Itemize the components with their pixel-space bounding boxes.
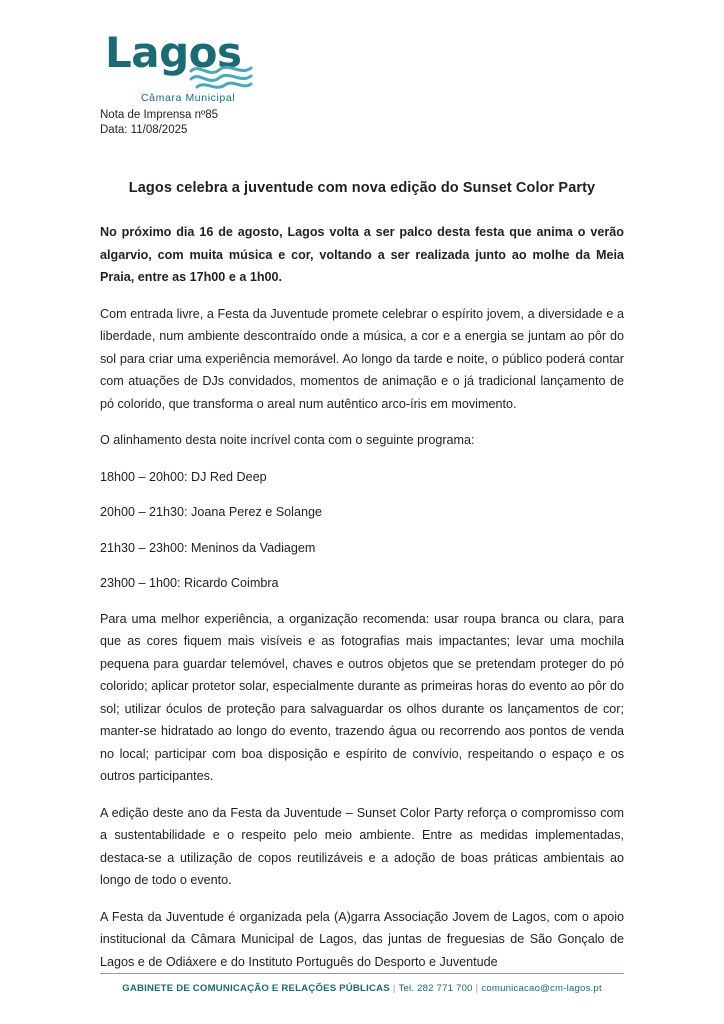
program-item-1: 18h00 – 20h00: DJ Red Deep: [100, 469, 267, 484]
logo-wordmark: Lagos: [105, 28, 242, 77]
program-intro: O alinhamento desta noite incrível conta com o seguinte programa:: [100, 433, 475, 447]
lagos-logo: [105, 28, 255, 104]
body-paragraph-1: Com entrada livre, a Festa da Juventude promete celebrar o espírito jovem, a diversidade e a liberdade, num ambiente descontraído onde a música, a cor e a energia se juntam ao pôr do sol para criar uma experiência memorável. Ao longo da tarde e noite, o público poderá contar com atuações de DJs convidados, momentos de animação e o já tradicional lançamento de pó colorido, que transforma o areal num autêntico arco-íris em movimento.: [100, 306, 624, 411]
program-item-2: 20h00 – 21h30: Joana Perez e Solange: [100, 505, 322, 519]
footer-department: GABINETE DE COMUNICAÇÃO E RELAÇÕES PÚBLICAS: [122, 983, 390, 994]
body-paragraph-3: A edição deste ano da Festa da Juventude – Sunset Color Party reforça o compromisso com a sustentabilidade e o respeito pelo meio ambiente. Entre as medidas implementadas, destaca-se a utilização de copos reutilizáveis e a adoção de boas práticas ambientais ao longo de todo o evento.: [100, 805, 624, 887]
body-paragraph-2: Para uma melhor experiência, a organização recomenda: usar roupa branca ou clara, para que as cores fiquem mais visíveis e as fotografias mais impactantes; levar uma mochila pequena para guardar telemóvel, chaves e outros objetos que se pretendam proteger do pó colorido; aplicar protetor solar, especialmente durante as primeiras horas do evento ao pôr do sol; utilizar óculos de proteção para salvaguardar os olhos durante os lançamentos de cor; manter-se hidratado ao longo do evento, trazendo água ou recorrendo aos pontos de venda no local; participar com boa disposição e espírito de convívio, respeitando o espaço e os outros participantes.: [100, 611, 624, 783]
press-release-date: Data: 11/08/2025: [100, 124, 188, 136]
logo-subtitle: Câmara Municipal: [141, 92, 236, 104]
wave-lines-icon: [189, 64, 253, 90]
body-paragraph-4: A Festa da Juventude é organizada pela (A)garra Associação Jovem de Lagos, com o apoio institucional da Câmara Municipal de Lagos, das juntas de freguesias de São Gonçalo de Lagos e de Odiáxere e do Instituto Português do Desporto e Juventude: [100, 909, 624, 969]
press-release-number: Nota de Imprensa nº85: [100, 109, 218, 121]
footer-divider: [100, 973, 624, 974]
footer-phone: Tel. 282 771 700: [398, 983, 473, 994]
page-footer: [100, 973, 624, 994]
program-item-4: 23h00 – 1h00: Ricardo Coimbra: [100, 576, 279, 590]
program-item-3: 21h30 – 23h00: Meninos da Vadiagem: [100, 540, 316, 555]
lead-paragraph: No próximo dia 16 de agosto, Lagos volta a ser palco desta festa que anima o verão algarvio, com muita música e cor, voltando a ser realizada junto ao molhe da Meia Praia, entre as 17h00 e a 1h00.: [100, 225, 624, 284]
logo-block: [100, 0, 624, 104]
footer-separator-1: |: [392, 983, 396, 994]
page-title: Lagos celebra a juventude com nova edição do Sunset Color Party: [128, 180, 596, 196]
footer-contact: [100, 983, 624, 994]
footer-separator-2: |: [475, 983, 479, 994]
document-meta: [100, 108, 624, 138]
footer-email[interactable]: comunicacao@cm-lagos.pt: [481, 983, 602, 994]
